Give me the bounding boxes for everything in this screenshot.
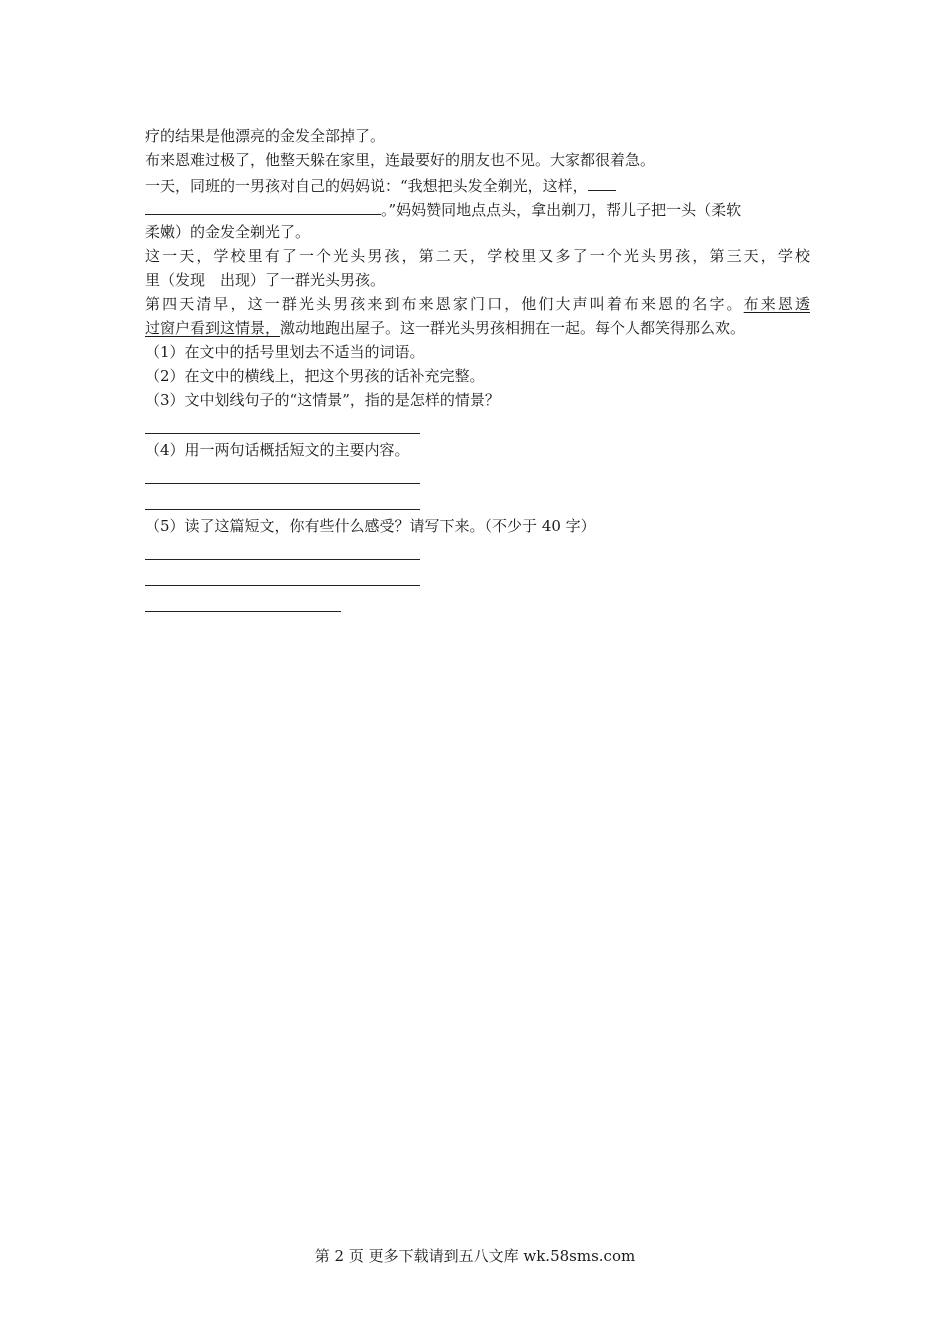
passage-line	[145, 292, 810, 316]
question-2: （2）在文中的横线上，把这个男孩的话补充完整。	[145, 367, 485, 385]
passage-text: 。”妈妈赞同地点点头，拿出剃刀，帮儿子把一头（柔软	[381, 201, 742, 219]
document-body	[145, 124, 810, 616]
passage-line: 柔嫩）的金发全剃光了。	[145, 223, 311, 241]
passage-text: 激动地跑出屋子。这一群光头男孩相拥在一起。每个人都笑得那么欢。	[280, 319, 746, 337]
underlined-sentence: 布来恩透	[743, 295, 810, 313]
question-1: （1）在文中的括号里划去不适当的词语。	[145, 343, 425, 361]
question-4: （4）用一两句话概括短文的主要内容。	[145, 441, 410, 459]
passage-line	[145, 196, 810, 220]
answer-line-wrap[interactable]	[145, 462, 810, 488]
underlined-sentence: 过窗户看到这情景，	[145, 319, 281, 337]
passage-line: 布来恩难过极了，他整天躲在家里，连最要好的朋友也不见。大家都很着急。	[145, 151, 656, 169]
answer-line[interactable]	[145, 509, 420, 510]
question-5: （5）读了这篇短文，你有些什么感受？请写下来。（不少于 40 字）	[145, 517, 596, 535]
page-footer: 第 2 页 更多下载请到五八文库 wk.58sms.com	[314, 1247, 636, 1265]
answer-line-wrap[interactable]	[145, 538, 810, 564]
answer-line[interactable]	[145, 559, 420, 560]
answer-line-wrap[interactable]	[145, 412, 810, 438]
passage-text: 第四天清早，这一群光头男孩来到布来恩家门口，他们大声叫着布来恩的名字。	[145, 295, 744, 313]
fill-blank[interactable]	[588, 172, 616, 191]
answer-line-wrap[interactable]	[145, 488, 810, 514]
answer-line[interactable]	[145, 483, 420, 484]
passage-line: 疗的结果是他漂亮的金发全部掉了。	[145, 127, 386, 145]
fill-blank[interactable]	[145, 196, 381, 215]
answer-line[interactable]	[145, 585, 420, 586]
passage-text: 一天，同班的一男孩对自己的妈妈说：“我想把头发全剃光，这样，	[145, 177, 588, 195]
answer-line-wrap[interactable]	[145, 564, 810, 590]
passage-line	[145, 316, 810, 340]
answer-line-wrap[interactable]	[145, 590, 810, 616]
passage-line: 里（发现 出现）了一群光头男孩。	[145, 271, 386, 289]
answer-line[interactable]	[145, 611, 341, 612]
answer-line[interactable]	[145, 433, 420, 434]
passage-line: 这一天，学校里有了一个光头男孩，第二天，学校里又多了一个光头男孩，第三天，学校	[145, 247, 810, 265]
passage-line	[145, 172, 810, 196]
question-3: （3）文中划线句子的“这情景”，指的是怎样的情景？	[145, 391, 500, 409]
